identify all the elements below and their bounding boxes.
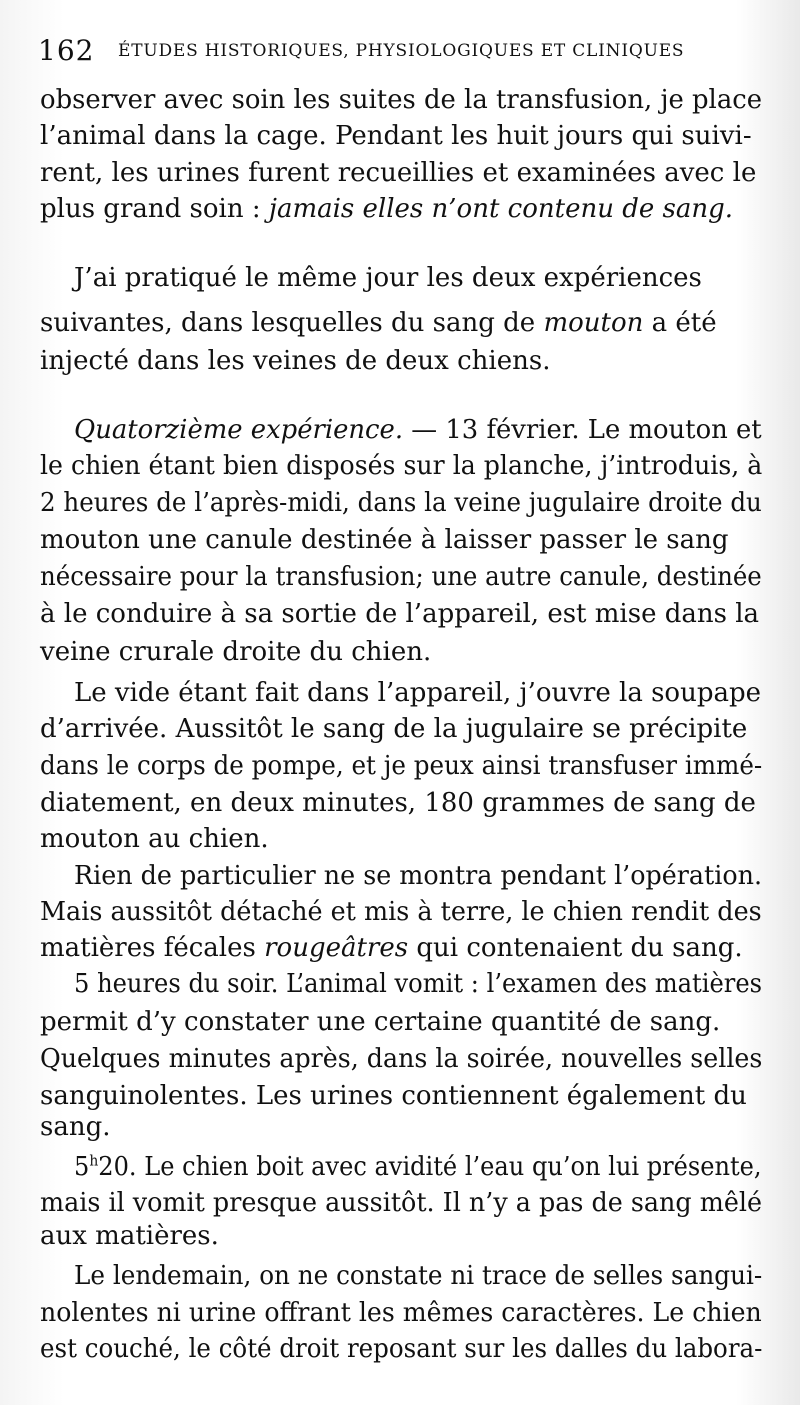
text-line: mouton une canule destinée à laisser passer le sang	[40, 525, 729, 555]
text-line: plus grand soin : jamais elles n’ont contenu de sang.	[40, 194, 734, 224]
text-line: 5 heures du soir. L’animal vomit : l’examen des matières	[74, 969, 763, 999]
text-line: à le conduire à sa sortie de l’appareil, est mise dans la	[40, 599, 760, 629]
experiment-heading: Quatorzième expérience.	[74, 415, 404, 445]
text-line: mouton au chien.	[40, 824, 269, 854]
text-line: veine crurale droite du chien.	[40, 637, 432, 667]
text-line: Mais aussitôt détaché et mis à terre, le chien rendit des	[40, 897, 762, 927]
text-line: dans le corps de pompe, et je peux ainsi transfuser immé-	[40, 751, 763, 781]
text-line: matières fécales rougeâtres qui contenaient du sang.	[40, 933, 743, 963]
text-line: aux matières.	[40, 1221, 219, 1251]
text-line: le chien étant bien disposés sur la planche, j’introduis, à	[40, 451, 763, 481]
text-line: injecté dans les veines de deux chiens.	[40, 346, 551, 376]
text-line: suivantes, dans lesquelles du sang de mouton a été	[40, 308, 717, 338]
text-line: mais il vomit presque aussitôt. Il n’y a pas de sang mêlé	[40, 1188, 763, 1218]
text-line: rent, les urines furent recueillies et examinées avec le	[40, 158, 757, 188]
text-line: Le vide étant fait dans l’appareil, j’ouvre la soupape	[74, 678, 761, 708]
italic-word: mouton	[543, 308, 644, 338]
text-line: est couché, le côté droit reposant sur les dalles du labora-	[40, 1334, 763, 1364]
text-line: nolentes ni urine offrant les mêmes caractères. Le chien	[40, 1298, 762, 1328]
text-line: nécessaire pour la transfusion; une autre canule, destinée	[40, 562, 762, 592]
page-header	[38, 34, 778, 74]
text-line: sang.	[40, 1112, 111, 1142]
text-line: l’animal dans la cage. Pendant les huit jours qui suivi-	[40, 121, 752, 151]
text-line: diatement, en deux minutes, 180 grammes de sang de	[40, 788, 756, 818]
italic-word: rougeâtres	[264, 933, 409, 963]
text-line: Quatorzième expérience. — 13 février. Le mouton et	[74, 415, 762, 445]
text-line: d’arrivée. Aussitôt le sang de la jugulaire se précipite	[40, 714, 748, 744]
text-line: 2 heures de l’après-midi, dans la veine jugulaire droite du	[40, 488, 762, 518]
text-line: sanguinolentes. Les urines contiennent également du	[40, 1081, 747, 1111]
superscript-h: h	[89, 1151, 99, 1170]
text-line: permit d’y constater une certaine quantité de sang.	[40, 1007, 721, 1037]
text-line: Rien de particulier ne se montra pendant l’opération.	[74, 861, 763, 891]
text-line: Quelques minutes après, dans la soirée, nouvelles selles	[40, 1044, 763, 1074]
text-line: 5$^h$20. Le chien boit avec avidité l’eau qu’on lui présente,	[74, 1151, 762, 1182]
text-line: J’ai pratiqué le même jour les deux expériences	[74, 263, 702, 293]
text-line: observer avec soin les suites de la transfusion, je place	[40, 85, 763, 115]
page-number: 162	[38, 34, 95, 67]
running-head: ÉTUDES HISTORIQUES, PHYSIOLOGIQUES ET CLINIQUES	[118, 41, 685, 61]
text-line: Le lendemain, on ne constate ni trace de selles sangui-	[74, 1261, 763, 1291]
italic-phrase: jamais elles n’ont contenu de sang.	[268, 194, 734, 224]
